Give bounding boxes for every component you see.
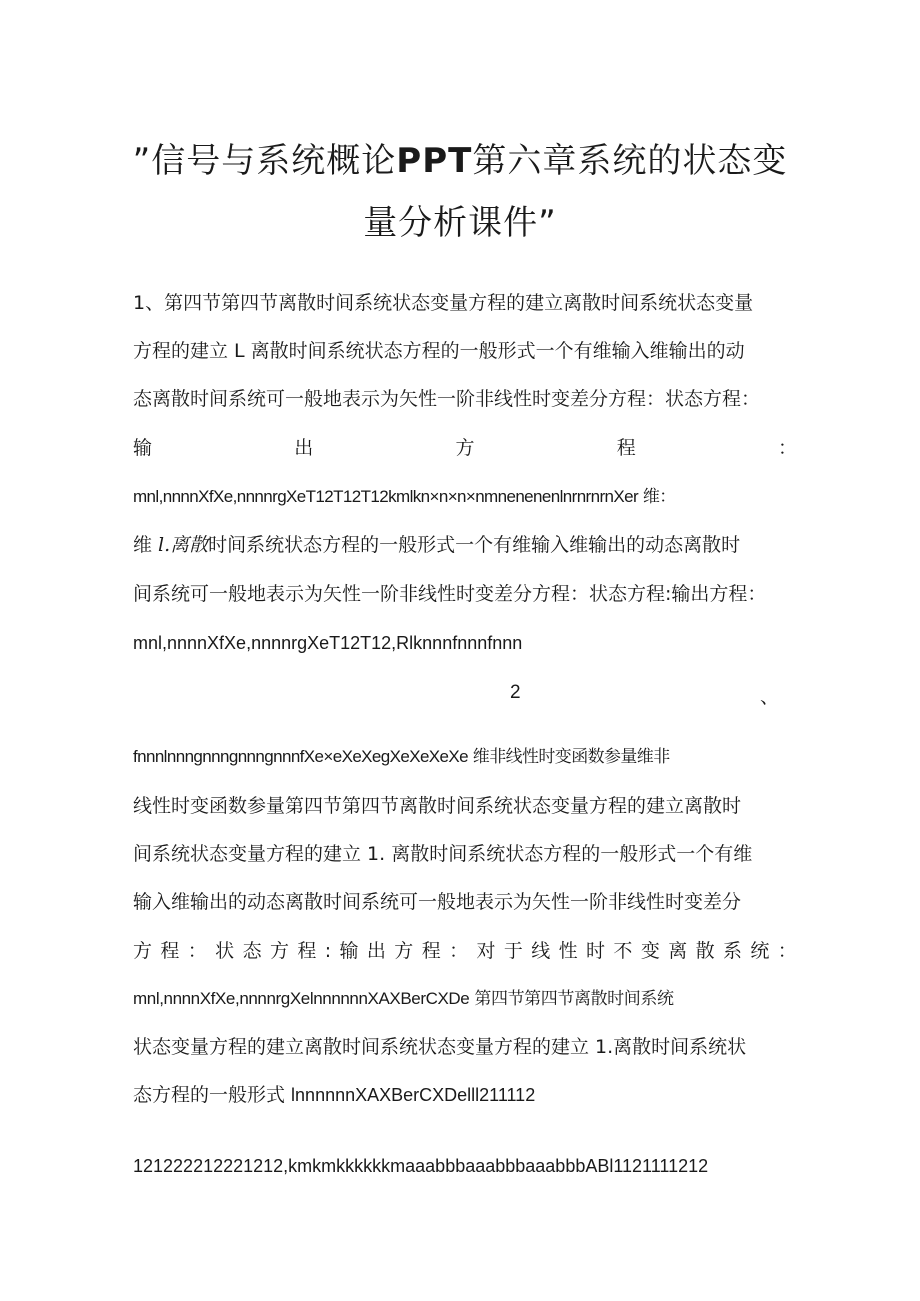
section-enum-mark: 、 (760, 686, 780, 708)
p1-line-1: 1、第四节第四节离散时间系统状态变量方程的建立离散时间系统状态变量 (133, 292, 754, 314)
p2-l5-w4: 态 (242, 940, 262, 962)
title-line-1 (110, 130, 810, 192)
p2-l5-w20: 离 (668, 940, 688, 962)
p2-line-5 (133, 937, 797, 965)
p2-line-8 (133, 1081, 797, 1109)
p1-l6-italic: l.离散 (152, 534, 209, 556)
p1-line-7: 间系统可一般地表示为矢性一阶非线性时变差分方程：状态方程:输出方程： (133, 583, 767, 605)
p2-line-1 (133, 743, 797, 771)
title-part-a: ”信号与系统概论 (132, 141, 397, 181)
p2-l5-w8: 输 (339, 940, 359, 962)
p2-l8-formula: lnnnnnnXAXBerCXDelll211112 (291, 1085, 536, 1105)
p1-line-8: mnl,nnnnXfXe,nnnnrgXeT12T12,Rlknnnfnnnfnnn (133, 633, 523, 653)
p2-l5-w3: 状 (215, 940, 235, 962)
p1-line-3: 态离散时间系统可一般地表示为矢性一阶非线性时变差分方程：状态方程： (133, 388, 761, 410)
p2-l5-w12: ： (449, 940, 469, 962)
p2-l6-formula: mnl,nnnnXfXe,nnnnrgXelnnnnnnXAXBerCXDe (133, 989, 470, 1008)
title-part-ppt: PPT (396, 141, 473, 181)
p1-l6-a: 维 (133, 534, 153, 556)
p2-l5-w6: 程 (297, 940, 317, 962)
p2-l1-formula: fnnnlnnngnnngnnngnnnfXe×eXeXegXeXeXeXe (133, 747, 468, 766)
p2-l5-w7: : (324, 940, 332, 962)
p1-l4-w0: 输 (133, 437, 153, 459)
p2-l5-w9: 出 (366, 940, 386, 962)
p1-l5-text: 维： (638, 487, 676, 507)
title-line-2: 量分析课件” (363, 203, 557, 243)
p1-l4-w4: ： (777, 437, 797, 459)
p2-line-3: 间系统状态变量方程的建立 1. 离散时间系统状态方程的一般形式一个有维 (133, 843, 753, 865)
p1-line-5 (133, 483, 797, 511)
p1-l4-w2: 方 (455, 437, 475, 459)
p2-l5-w17: 时 (586, 940, 606, 962)
p1-l6-c: 时间系统状态方程的一般形式一个有维输入维输出的动态离散时 (208, 534, 741, 556)
p1-line-6 (133, 531, 797, 559)
p2-line-4: 输入维输出的动态离散时间系统可一般地表示为矢性一阶非线性时变差分 (133, 891, 742, 913)
p2-l5-w24: ： (777, 940, 797, 962)
p2-l5-w1: 程 (160, 940, 180, 962)
p2-line-7: 状态变量方程的建立离散时间系统状态变量方程的建立 1.离散时间系统状 (133, 1036, 747, 1058)
p1-line-2: 方程的建立 L 离散时间系统状态方程的一般形式一个有维输入维输出的动 (133, 340, 745, 362)
p2-line-2: 线性时变函数参量第四节第四节离散时间系统状态变量方程的建立离散时 (133, 795, 742, 817)
p2-l1-text: 维非线性时变函数参量维非 (468, 747, 670, 767)
document-title (110, 130, 810, 254)
p2-l5-w10: 方 (394, 940, 414, 962)
p1-l4-w3: 程 (616, 437, 636, 459)
p2-l5-w22: 系 (722, 940, 742, 962)
p2-l6-text: 第四节第四节离散时间系统 (469, 989, 674, 1009)
p2-line-6 (133, 985, 797, 1013)
p1-l4-w1: 出 (294, 437, 314, 459)
p2-l8-text: 态方程的一般形式 (133, 1084, 292, 1106)
p2-l5-w2: ： (187, 940, 207, 962)
p2-l5-w5: 方 (269, 940, 289, 962)
p2-l5-w13: 对 (476, 940, 496, 962)
p2-l5-w14: 于 (503, 940, 523, 962)
p1-l5-formula: mnl,nnnnXfXe,nnnnrgXeT12T12T12kmlkn×n×n×nmnenenenlnrnrnrnXer (133, 487, 639, 506)
p2-l5-w0: 方 (133, 940, 153, 962)
page-section-number: 2 (510, 682, 521, 703)
p2-l5-w23: 统 (750, 940, 770, 962)
p2-l5-w15: 线 (531, 940, 551, 962)
p2-l5-w11: 程 (421, 940, 441, 962)
title-part-c: 第六章系统的状态变 (472, 141, 788, 181)
p2-l5-w21: 散 (695, 940, 715, 962)
p1-line-4 (133, 434, 797, 462)
p2-l5-w19: 变 (640, 940, 660, 962)
p2-l5-w18: 不 (613, 940, 633, 962)
p3-line-1: 121222212221212,kmkmkkkkkkmaaabbbaaabbbaaabbbABl1121111212 (133, 1156, 709, 1176)
p2-l5-w16: 性 (558, 940, 578, 962)
